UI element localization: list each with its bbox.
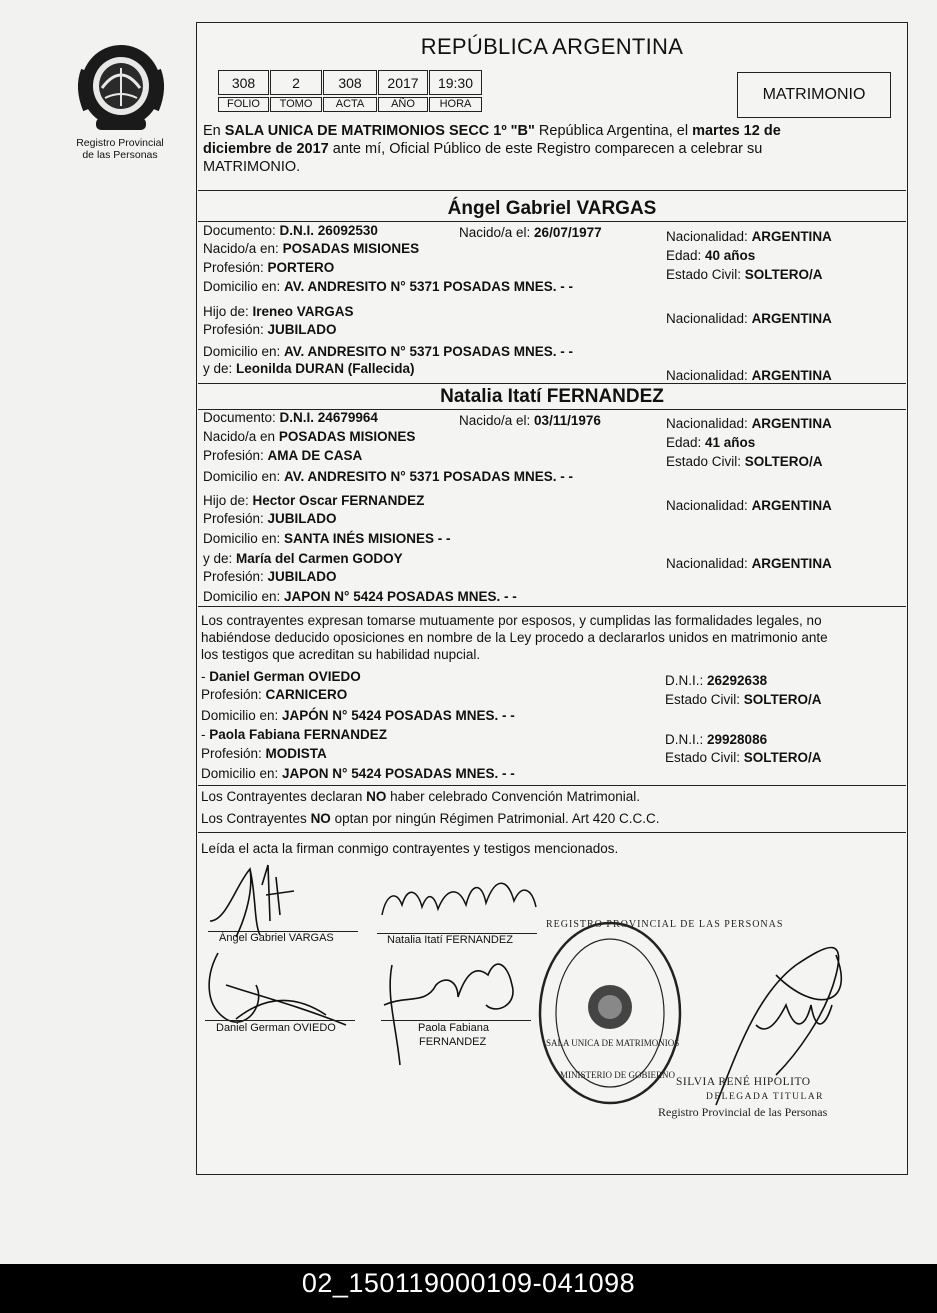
field-label: Documento: bbox=[203, 223, 280, 238]
intro-date: martes 12 de bbox=[692, 123, 781, 139]
field-value: POSADAS MISIONES bbox=[282, 241, 420, 256]
divider bbox=[198, 606, 906, 607]
divider bbox=[198, 785, 906, 786]
field-value: SOLTERO/A bbox=[743, 692, 822, 707]
stamp-ring-text: REGISTRO PROVINCIAL DE LAS PERSONAS bbox=[546, 919, 784, 930]
bullet: - bbox=[201, 669, 210, 684]
anio-value: 2017 bbox=[378, 70, 428, 95]
field-label: Hijo de: bbox=[203, 304, 253, 319]
witness1-name bbox=[201, 668, 361, 685]
groom-profession bbox=[203, 259, 334, 276]
groom-address bbox=[203, 278, 573, 295]
witness1-signature-name: Daniel German OVIEDO bbox=[216, 1022, 336, 1034]
logo-caption-line2: de las Personas bbox=[82, 149, 158, 161]
folio-label: FOLIO bbox=[218, 97, 269, 112]
convention-negation: NO bbox=[366, 789, 387, 804]
groom-birth-date bbox=[459, 224, 602, 241]
bride-name: Natalia Itatí FERNANDEZ bbox=[440, 386, 664, 407]
witness2-signature-name-line1: Paola Fabiana bbox=[418, 1022, 489, 1034]
hora-label: HORA bbox=[429, 97, 482, 112]
groom-nationality bbox=[666, 228, 832, 245]
witness1-signature-line bbox=[205, 1020, 355, 1021]
field-label: Nacionalidad: bbox=[666, 556, 752, 571]
signature-area bbox=[196, 855, 908, 1175]
witness1-civil-status bbox=[665, 691, 822, 708]
bride-father bbox=[203, 492, 424, 509]
field-value: ARGENTINA bbox=[751, 416, 832, 431]
groom-father bbox=[203, 303, 354, 320]
bride-father-address bbox=[203, 530, 451, 547]
anio-label: AÑO bbox=[378, 97, 428, 112]
field-label: D.N.I.: bbox=[665, 673, 708, 688]
field-label: Domicilio en: bbox=[203, 531, 285, 546]
bride-civil-status bbox=[666, 453, 823, 470]
groom-name: Ángel Gabriel VARGAS bbox=[447, 198, 657, 219]
field-label: Nacido/a el: bbox=[459, 413, 535, 428]
groom-mother bbox=[203, 360, 415, 377]
field-label: Nacido/a el: bbox=[459, 225, 535, 240]
bride-mother-profession bbox=[203, 568, 337, 585]
intro-paragraph bbox=[203, 122, 908, 176]
witness2-civil-status bbox=[665, 749, 822, 766]
intro-text: En bbox=[203, 123, 225, 139]
hora-value: 19:30 bbox=[429, 70, 482, 95]
field-value: JAPÓN N° 5424 POSADAS MNES. - - bbox=[282, 708, 515, 723]
witness1-address bbox=[201, 707, 515, 724]
groom-father-nationality bbox=[666, 310, 832, 327]
bride-signature-name: Natalia Itatí FERNANDEZ bbox=[387, 934, 513, 946]
field-value: ARGENTINA bbox=[751, 311, 832, 326]
convention-text: haber celebrado Convención Matrimonial. bbox=[386, 789, 640, 804]
field-value: D.N.I. 26092530 bbox=[279, 223, 378, 238]
field-label: Edad: bbox=[666, 248, 706, 263]
logo-caption bbox=[60, 137, 180, 161]
field-label: Documento: bbox=[203, 410, 280, 425]
country-title: REPÚBLICA ARGENTINA bbox=[420, 34, 684, 59]
field-label: Estado Civil: bbox=[665, 750, 744, 765]
divider bbox=[198, 832, 906, 833]
official-role: DELEGADA TITULAR bbox=[706, 1092, 825, 1102]
field-label: Profesión: bbox=[203, 569, 268, 584]
field-value: ARGENTINA bbox=[751, 556, 832, 571]
field-value: Hector Oscar FERNANDEZ bbox=[252, 493, 425, 508]
field-label: D.N.I.: bbox=[665, 732, 708, 747]
field-value: AMA DE CASA bbox=[267, 448, 363, 463]
field-label: Nacionalidad: bbox=[666, 498, 752, 513]
field-label: Profesión: bbox=[203, 322, 268, 337]
field-value: D.N.I. 24679964 bbox=[279, 410, 378, 425]
witness1-dni bbox=[665, 672, 767, 689]
field-value: 03/11/1976 bbox=[534, 413, 601, 428]
field-value: PORTERO bbox=[267, 260, 335, 275]
stamp-inner-text: SALA UNICA DE MATRIMONIOS bbox=[546, 1038, 680, 1048]
field-value: JUBILADO bbox=[267, 569, 337, 584]
field-label: Hijo de: bbox=[203, 493, 253, 508]
field-label: Domicilio en: bbox=[201, 766, 283, 781]
bride-father-profession bbox=[203, 510, 337, 527]
field-label: y de: bbox=[203, 361, 237, 376]
document-type-box: MATRIMONIO bbox=[737, 72, 891, 118]
witness2-signature-name-line2: FERNANDEZ bbox=[419, 1036, 487, 1048]
field-value: MODISTA bbox=[265, 746, 327, 761]
witness1-signature bbox=[209, 953, 346, 1025]
groom-age bbox=[666, 247, 755, 264]
field-value: SANTA INÉS MISIONES - - bbox=[284, 531, 451, 546]
field-value: 26/07/1977 bbox=[534, 225, 602, 240]
field-value: SOLTERO/A bbox=[744, 267, 823, 282]
field-value: Paola Fabiana FERNANDEZ bbox=[209, 727, 388, 742]
bride-birth-date bbox=[459, 412, 601, 429]
groom-signature-name: Ángel Gabriel VARGAS bbox=[219, 932, 334, 944]
field-value: SOLTERO/A bbox=[743, 750, 822, 765]
bride-mother-nationality bbox=[666, 555, 832, 572]
bride-profession bbox=[203, 447, 362, 464]
field-label: Domicilio en: bbox=[203, 279, 285, 294]
intro-office: SALA UNICA DE MATRIMONIOS SECC 1º "B" bbox=[224, 123, 535, 139]
folio-value: 308 bbox=[218, 70, 269, 95]
tomo-value: 2 bbox=[270, 70, 322, 95]
groom-mother-nationality bbox=[666, 367, 832, 384]
field-label: Nacido/a en: bbox=[203, 241, 283, 256]
field-label: y de: bbox=[203, 551, 237, 566]
field-value: JUBILADO bbox=[267, 511, 337, 526]
groom-father-profession bbox=[203, 321, 337, 338]
intro-text: MATRIMONIO. bbox=[203, 159, 301, 175]
field-value: AV. ANDRESITO N° 5371 POSADAS MNES. - - bbox=[284, 344, 573, 359]
witness2-dni bbox=[665, 731, 767, 748]
field-value: POSADAS MISIONES bbox=[278, 429, 416, 444]
bride-signature bbox=[382, 883, 536, 915]
bride-birthplace bbox=[203, 428, 415, 445]
bride-father-nationality bbox=[666, 497, 832, 514]
field-value: ARGENTINA bbox=[751, 368, 832, 383]
field-value: Daniel German OVIEDO bbox=[209, 669, 361, 684]
witness1-profession bbox=[201, 686, 347, 703]
bride-document bbox=[203, 409, 378, 426]
witness2-name bbox=[201, 726, 387, 743]
intro-text: ante mí, Oficial Público de este Registro comparecen a celebrar su bbox=[328, 141, 763, 157]
groom-document bbox=[203, 222, 378, 239]
statement-line: los testigos que acreditan su habilidad nupcial. bbox=[201, 647, 481, 662]
divider bbox=[198, 190, 906, 191]
closing-statement: Leída el acta la firman conmigo contrayentes y testigos mencionados. bbox=[201, 841, 619, 856]
bride-age bbox=[666, 434, 755, 451]
tomo-label: TOMO bbox=[270, 97, 322, 112]
groom-civil-status bbox=[666, 266, 823, 283]
field-label: Edad: bbox=[666, 435, 706, 450]
official-name: SILVIA RENÉ HIPOLITO bbox=[676, 1076, 811, 1088]
divider bbox=[198, 383, 906, 384]
field-label: Profesión: bbox=[203, 260, 268, 275]
groom-birthplace bbox=[203, 240, 419, 257]
bride-mother bbox=[203, 550, 403, 567]
convention-text: Los Contrayentes bbox=[201, 811, 311, 826]
field-label: Domicilio en: bbox=[203, 469, 285, 484]
field-value: Ireneo VARGAS bbox=[252, 304, 354, 319]
field-label: Profesión: bbox=[203, 511, 268, 526]
field-value: JAPON N° 5424 POSADAS MNES. - - bbox=[284, 589, 517, 604]
bride-mother-address bbox=[203, 588, 517, 605]
witness2-address bbox=[201, 765, 515, 782]
field-label: Profesión: bbox=[201, 746, 266, 761]
field-value: 41 años bbox=[705, 435, 756, 450]
field-label: Nacionalidad: bbox=[666, 229, 752, 244]
convention-text: optan por ningún Régimen Patrimonial. Art 420 C.C.C. bbox=[330, 811, 660, 826]
statement-line: habiéndose deducido oposiciones en nombre de la Ley procedo a declararlos unidos en matrimonio ante bbox=[201, 630, 828, 645]
field-label: Domicilio en: bbox=[203, 344, 285, 359]
field-value: ARGENTINA bbox=[751, 498, 832, 513]
acta-label: ACTA bbox=[323, 97, 377, 112]
field-label: Nacido/a en bbox=[203, 429, 279, 444]
convention-text: Los Contrayentes declaran bbox=[201, 789, 367, 804]
field-value: 40 años bbox=[705, 248, 756, 263]
field-label: Profesión: bbox=[201, 687, 266, 702]
convention-negation: NO bbox=[310, 811, 331, 826]
field-label: Estado Civil: bbox=[666, 267, 745, 282]
field-value: JUBILADO bbox=[267, 322, 337, 337]
intro-text: República Argentina, el bbox=[534, 123, 693, 139]
patrimonial-regime bbox=[201, 810, 660, 827]
bride-nationality bbox=[666, 415, 832, 432]
bullet: - bbox=[201, 727, 210, 742]
field-label: Domicilio en: bbox=[203, 589, 285, 604]
document-code: 02_150119000109-041098 bbox=[301, 1268, 636, 1298]
field-value: 29928086 bbox=[707, 732, 768, 747]
witness2-profession bbox=[201, 745, 327, 762]
field-value: AV. ANDRESITO N° 5371 POSADAS MNES. - - bbox=[284, 279, 573, 294]
groom-father-address bbox=[203, 343, 573, 360]
field-value: María del Carmen GODOY bbox=[236, 551, 403, 566]
field-value: SOLTERO/A bbox=[744, 454, 823, 469]
field-label: Estado Civil: bbox=[665, 692, 744, 707]
field-value: 26292638 bbox=[707, 673, 768, 688]
statement-line: Los contrayentes expresan tomarse mutuamente por esposos, y cumplidas las formalidades legales, no bbox=[201, 613, 822, 628]
field-label: Nacionalidad: bbox=[666, 368, 752, 383]
field-label: Nacionalidad: bbox=[666, 416, 752, 431]
field-value: CARNICERO bbox=[265, 687, 348, 702]
field-value: Leonilda DURAN (Fallecida) bbox=[236, 361, 415, 376]
intro-date: diciembre de 2017 bbox=[203, 141, 329, 157]
stamp-bottom-text: MINISTERIO DE GOBIERNO bbox=[560, 1070, 675, 1080]
witness2-signature bbox=[384, 964, 513, 1065]
groom-signature bbox=[210, 865, 294, 937]
acta-value: 308 bbox=[323, 70, 377, 95]
field-label: Estado Civil: bbox=[666, 454, 745, 469]
field-value: JAPON N° 5424 POSADAS MNES. - - bbox=[282, 766, 515, 781]
official-office: Registro Provincial de las Personas bbox=[658, 1105, 828, 1119]
witness2-signature-line bbox=[381, 1020, 531, 1021]
declaration-statement bbox=[201, 612, 907, 663]
logo-caption-line1: Registro Provincial bbox=[76, 137, 164, 149]
field-value: AV. ANDRESITO N° 5371 POSADAS MNES. - - bbox=[284, 469, 573, 484]
field-value: ARGENTINA bbox=[751, 229, 832, 244]
bride-address bbox=[203, 468, 573, 485]
convention-declaration bbox=[201, 788, 640, 805]
field-label: Nacionalidad: bbox=[666, 311, 752, 326]
field-label: Domicilio en: bbox=[201, 708, 283, 723]
field-label: Profesión: bbox=[203, 448, 268, 463]
provincial-coat-of-arms-logo bbox=[72, 40, 170, 132]
